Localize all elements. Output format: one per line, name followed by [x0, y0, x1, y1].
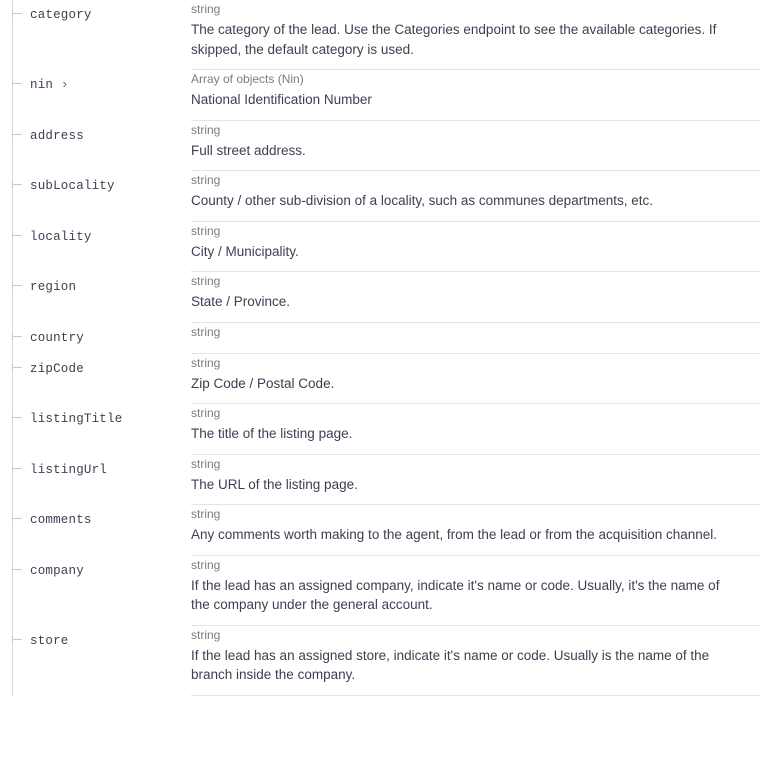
- property-type: string: [191, 223, 221, 238]
- property-name: country: [30, 330, 84, 345]
- property-description: Zip Code / Postal Code.: [191, 375, 335, 391]
- tree-branch-icon: [12, 468, 22, 469]
- property-detail-cell: [191, 455, 760, 506]
- property-name: store: [30, 633, 69, 648]
- property-description: If the lead has an assigned company, indicate it's name or code. Usually, it's the name of the company under the general account.: [191, 577, 720, 612]
- schema-property-row: [0, 171, 760, 222]
- property-type: string: [191, 557, 221, 572]
- property-detail-cell: [191, 404, 760, 455]
- schema-property-row: [0, 354, 760, 405]
- property-description: The URL of the listing page.: [191, 476, 358, 492]
- property-description: The title of the listing page.: [191, 426, 353, 441]
- property-description: Full street address.: [191, 142, 306, 158]
- property-name: comments: [30, 513, 92, 527]
- schema-property-row: [0, 323, 760, 354]
- property-name: locality: [30, 229, 92, 244]
- property-name: address: [30, 128, 84, 143]
- property-detail-cell: [191, 0, 760, 70]
- property-description: National Identification Number: [191, 92, 372, 107]
- schema-property-row: [0, 121, 760, 172]
- property-type: string: [191, 173, 221, 187]
- schema-property-row: [0, 70, 760, 121]
- property-detail-cell: [191, 272, 760, 323]
- property-detail-cell: [191, 171, 760, 222]
- property-name-cell: [0, 404, 191, 434]
- tree-branch-icon: [12, 134, 22, 135]
- property-name-cell: [0, 556, 191, 586]
- property-name-cell: [0, 505, 191, 535]
- property-name-text: nin: [30, 78, 54, 92]
- property-name[interactable]: [30, 78, 69, 92]
- schema-property-row: [0, 272, 760, 323]
- property-name-cell: [0, 323, 191, 353]
- property-detail-cell: [191, 505, 760, 556]
- property-name-cell[interactable]: [0, 70, 191, 100]
- property-name-cell: [0, 272, 191, 302]
- property-type: string: [191, 2, 221, 16]
- tree-branch-icon: [12, 417, 22, 418]
- property-detail-cell: [191, 354, 760, 405]
- property-type: string: [191, 274, 221, 288]
- property-detail-cell: [191, 556, 760, 626]
- property-detail-cell: [191, 626, 760, 696]
- schema-property-row: [0, 455, 760, 506]
- tree-branch-icon: [12, 285, 22, 286]
- property-type: string: [191, 456, 221, 471]
- property-type: string: [191, 627, 221, 642]
- tree-branch-icon: [12, 639, 22, 640]
- schema-property-row: [0, 626, 760, 696]
- property-description: City / Municipality.: [191, 243, 299, 259]
- property-name: listingUrl: [30, 462, 108, 477]
- property-description: The category of the lead. Use the Categories endpoint to see the available categories. If skipped, the default category is used.: [191, 22, 717, 57]
- property-type: Array of objects (Nin): [191, 72, 304, 86]
- property-name-cell: [0, 171, 191, 201]
- schema-property-row: [0, 0, 760, 70]
- property-description: State / Province.: [191, 294, 291, 309]
- property-type: string: [191, 355, 221, 370]
- property-name: category: [30, 8, 92, 22]
- property-name: subLocality: [30, 179, 115, 193]
- tree-branch-icon: [12, 518, 22, 519]
- schema-property-row: [0, 505, 760, 556]
- schema-property-row: [0, 556, 760, 626]
- property-name-cell: [0, 354, 191, 384]
- tree-branch-icon: [12, 569, 22, 570]
- property-detail-cell: [191, 121, 760, 172]
- property-description: County / other sub-division of a locality, such as communes departments, etc.: [191, 193, 653, 208]
- property-type: string: [191, 122, 221, 137]
- tree-branch-icon: [12, 184, 22, 185]
- property-type: string: [191, 507, 221, 521]
- tree-branch-icon: [12, 367, 22, 368]
- property-name: listingTitle: [30, 412, 123, 426]
- property-name-cell: [0, 455, 191, 485]
- property-description: If the lead has an assigned store, indicate it's name or code. Usually is the name of the branch inside the company.: [191, 647, 710, 682]
- tree-branch-icon: [12, 235, 22, 236]
- tree-branch-icon: [12, 336, 22, 337]
- tree-branch-icon: [12, 13, 22, 14]
- property-detail-cell: [191, 323, 760, 354]
- property-name-cell: [0, 121, 191, 151]
- property-name-cell: [0, 222, 191, 252]
- chevron-right-icon[interactable]: ›: [60, 78, 69, 92]
- property-name: region: [30, 280, 77, 294]
- schema-property-row: [0, 404, 760, 455]
- property-detail-cell: [191, 222, 760, 273]
- tree-branch-icon: [12, 83, 22, 84]
- property-name-cell: [0, 626, 191, 656]
- property-name: zipCode: [30, 361, 84, 376]
- property-name: company: [30, 563, 84, 578]
- property-type: string: [191, 406, 221, 420]
- property-detail-cell: [191, 70, 760, 121]
- property-type: string: [191, 324, 221, 339]
- schema-property-row: [0, 222, 760, 273]
- property-description: Any comments worth making to the agent, from the lead or from the acquisition channel.: [191, 527, 718, 542]
- property-name-cell: [0, 0, 191, 30]
